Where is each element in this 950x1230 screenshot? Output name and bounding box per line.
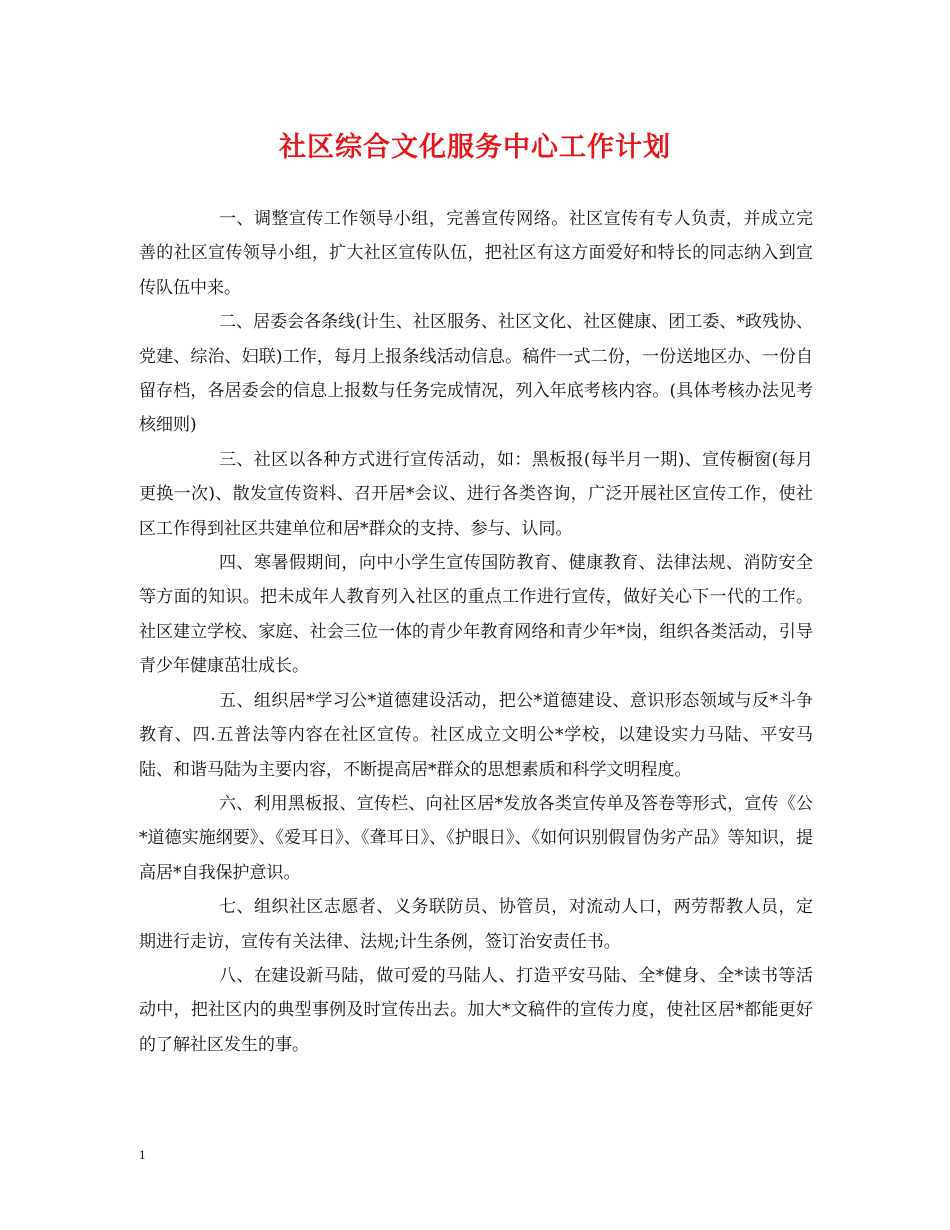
paragraph-7: 七、组织社区志愿者、义务联防员、协管员，对流动人口，两劳帮教人员，定期进行走访，宣传有关法律、法规;计生条例，签订治安责任书。 (139, 897, 813, 952)
document-title: 社区综合文化服务中心工作计划 (279, 132, 671, 163)
paragraph-1: 一、调整宣传工作领导小组，完善宣传网络。社区宣传有专人负责，并成立完善的社区宣传领导小组，扩大社区宣传队伍，把社区有这方面爱好和特长的同志纳入到宣传队伍中来。 (139, 209, 813, 298)
paragraph-2: 二、居委会各条线(计生、社区服务、社区文化、社区健康、团工委、*政残协、党建、综治、妇联)工作，每月上报条线活动信息。稿件一式二份，一份送地区办、一份自留存档，各居委会的信息上报数与任务完成情况，列入年底考核内容。(具体考核办法见考核细则) (139, 312, 813, 436)
document-body (139, 202, 813, 1062)
paragraph-3: 三、社区以各种方式进行宣传活动，如：黑板报(每半月一期)、宣传橱窗(每月更换一次)、散发宣传资料、召开居*会议、进行各类咨询，广泛开展社区宣传工作，使社区工作得到社区共建单位和居*群众的支持、参与、认同。 (139, 449, 813, 539)
paragraph-5: 五、组织居*学习公*道德建设活动，把公*道德建设、意识形态领域与反*斗争教育、四.五普法等内容在社区宣传。社区成立文明公*学校，以建设实力马陆、平安马陆、和谐马陆为主要内容，不断提高居*群众的思想素质和科学文明程度。 (139, 690, 813, 780)
paragraph-4: 四、寒暑假期间，向中小学生宣传国防教育、健康教育、法律法规、消防安全等方面的知识。把未成年人教育列入社区的重点工作进行宣传，做好关心下一代的工作。社区建立学校、家庭、社会三位一体的青少年教育网络和青少年*岗，组织各类活动，引导青少年健康茁壮成长。 (139, 553, 813, 677)
paragraph-8: 八、在建设新马陆，做可爱的马陆人、打造平安马陆、全*健身、全*读书等活动中，把社区内的典型事例及时宣传出去。加大*文稿件的宣传力度，使社区居*都能更好的了解社区发生的事。 (139, 965, 813, 1055)
paragraph-6: 六、利用黑板报、宣传栏、向社区居*发放各类宣传单及答卷等形式，宣传《公*道德实施纲要》、《爱耳日》、《聋耳日》、《护眼日》、《如何识别假冒伪劣产品》等知识，提高居*自我保护意识。 (139, 793, 813, 883)
page-number: 1 (139, 1147, 146, 1162)
